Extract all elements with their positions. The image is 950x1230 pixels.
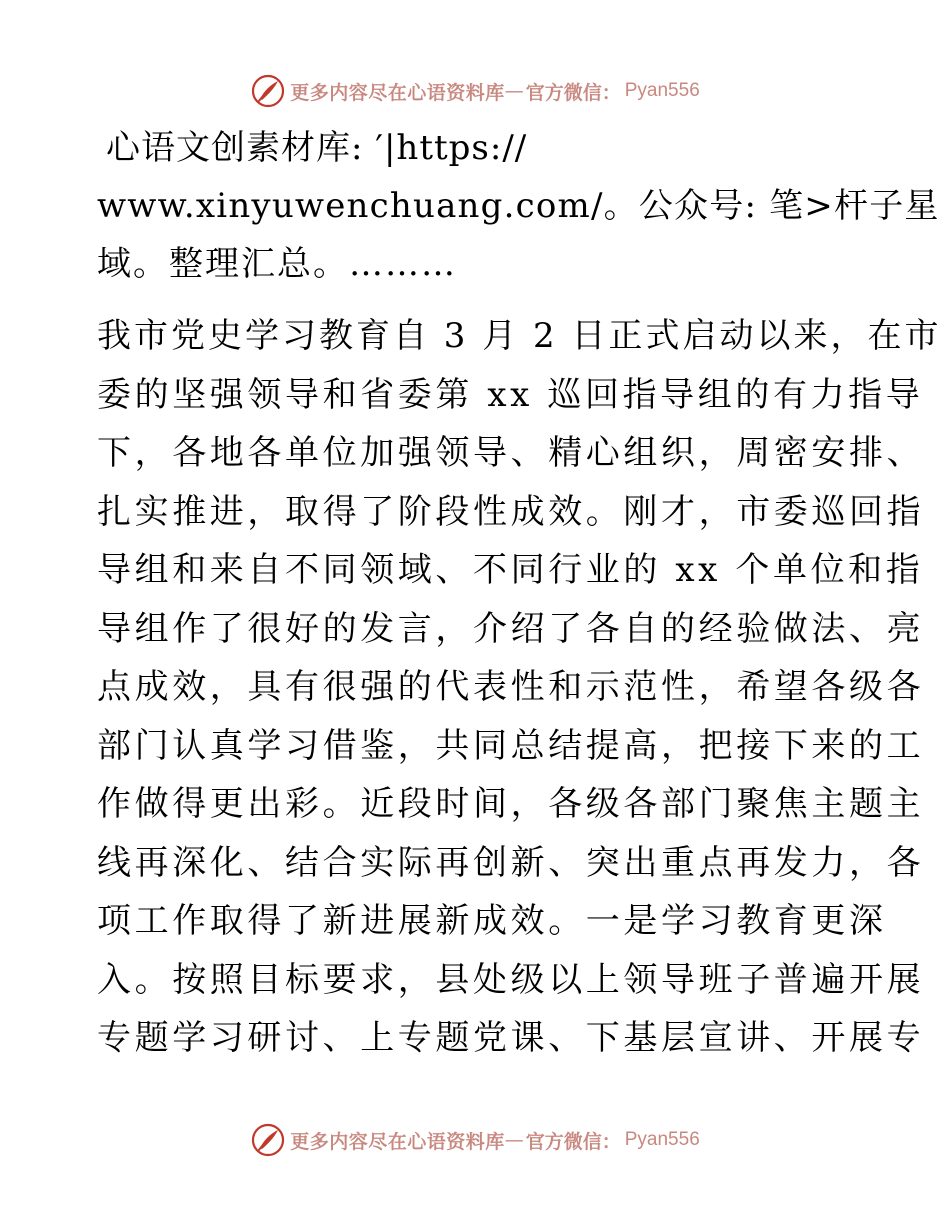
banner-main-text: 更多内容尽在心语资料库 [290,1130,505,1153]
body-line: 下，各地各单位加强领导、精心组织，周密安排、 [97,433,925,473]
body-line: 线再深化、结合实际再创新、突出重点再发力，各 [97,843,925,883]
body-line: 项工作取得了新进展新成效。一是学习教育更深 [97,901,887,941]
header-line-3: 域。整理汇总。……… [97,244,457,284]
top-banner [0,71,950,111]
banner-wechat-label: 官方微信： [525,1130,621,1153]
body-line: 导组作了很好的发言，介绍了各自的经验做法、亮 [97,609,925,649]
body-line: 扎实推进，取得了阶段性成效。刚才，市委巡回指 [97,492,925,532]
banner-main-text: 更多内容尽在心语资料库 [290,81,505,104]
body-line: 委的坚强领导和省委第 xx 巡回指导组的有力指导 [97,375,924,415]
body-line: 入。按照目标要求，县处级以上领导班子普遍开展 [97,960,925,1000]
feather-pen-logo-icon [250,73,286,109]
feather-pen-logo-icon [250,1122,286,1158]
body-line: 我市党史学习教育自 3 月 2 日正式启动以来，在市 [97,316,942,356]
body-line: 作做得更出彩。近段时间，各级各部门聚焦主题主 [97,784,925,824]
bottom-banner [0,1120,950,1160]
header-line-1: 心语文创素材库: ′|https:// [106,128,528,168]
header-line-2: www.xinyuwenchuang.com/。公众号: 笔>杆子星 [97,186,940,226]
body-line: 专题学习研讨、上专题党课、下基层宣讲、开展专 [97,1018,925,1058]
body-line: 导组和来自不同领域、不同行业的 xx 个单位和指 [97,550,924,590]
banner-wechat-label: 官方微信： [525,81,621,104]
banner-separator: — [504,80,524,102]
banner-separator: — [504,1129,524,1151]
body-line: 部门认真学习借鉴，共同总结提高，把接下来的工 [97,726,925,766]
banner-wechat-id: Pyan556 [624,80,700,101]
body-line: 点成效，具有很强的代表性和示范性，希望各级各 [97,667,925,707]
banner-wechat-id: Pyan556 [624,1129,700,1150]
